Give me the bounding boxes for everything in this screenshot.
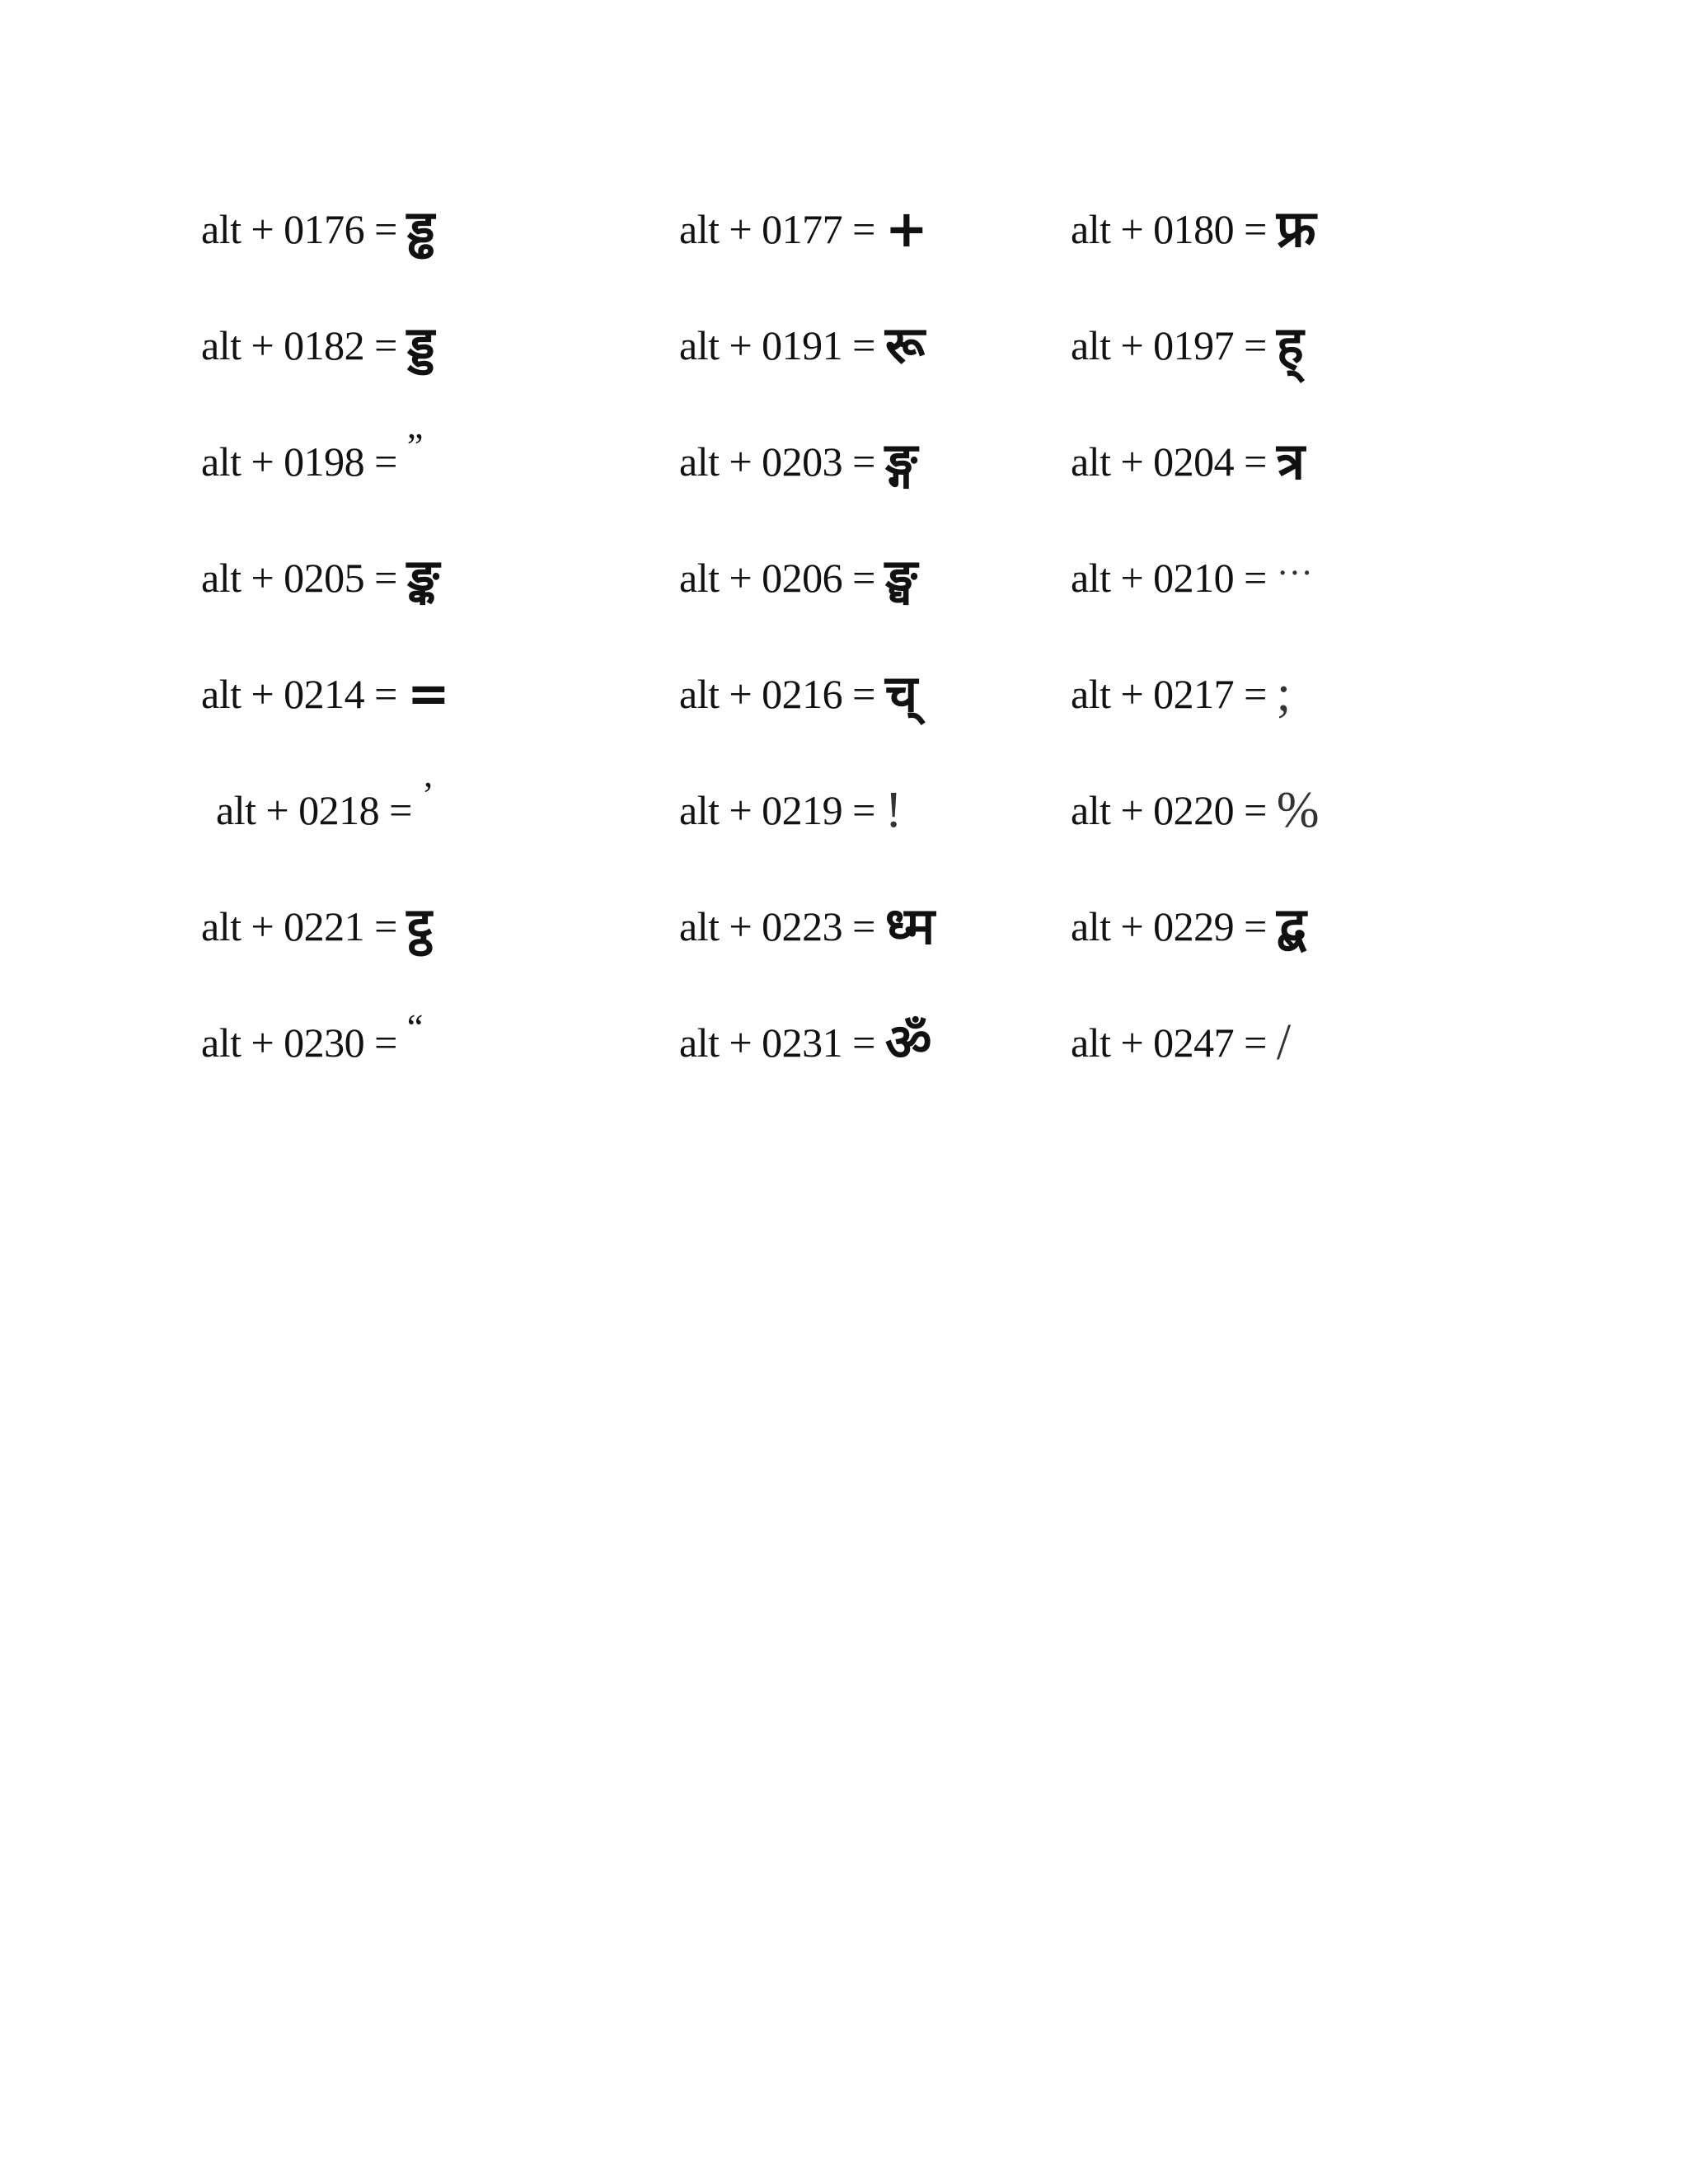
percent-glyph: % (1276, 782, 1320, 838)
equals-glyph: = (406, 663, 450, 724)
quote-glyph: “ (406, 1007, 424, 1047)
alt-code-label: alt + 0217 = (1071, 671, 1267, 717)
alt-code-entry (679, 304, 925, 387)
apostrophe-glyph: ’ (421, 775, 434, 815)
alt-code-grid (201, 188, 1437, 1118)
alt-code-label: alt + 0205 = (201, 555, 397, 601)
alt-code-label: alt + 0219 = (679, 787, 875, 833)
alt-code-entry (201, 304, 434, 387)
devanagari-glyph: ङ्ग (884, 431, 918, 491)
alt-code-label: alt + 0180 = (1071, 206, 1267, 252)
devanagari-glyph: ध्म (884, 896, 935, 956)
devanagari-glyph: ड्ड (406, 315, 435, 375)
alt-code-entry (1071, 885, 1306, 968)
alt-code-entry (201, 1001, 423, 1084)
table-row (201, 420, 1437, 537)
alt-code-entry (1071, 653, 1291, 735)
devanagari-glyph: ड्ढ (406, 199, 435, 259)
alt-code-label: alt + 0223 = (679, 903, 875, 949)
alt-code-label: alt + 0231 = (679, 1019, 875, 1066)
plus-glyph: + (884, 199, 928, 259)
alt-code-entry (201, 188, 434, 270)
alt-code-label: alt + 0229 = (1071, 903, 1267, 949)
slash-glyph: / (1276, 1015, 1292, 1071)
table-row (201, 885, 1437, 1001)
alt-code-label: alt + 0218 = (216, 787, 412, 833)
devanagari-glyph: ङ्क (406, 547, 440, 607)
alt-code-entry (679, 769, 903, 851)
exclamation-glyph: ! (884, 782, 903, 838)
table-row (201, 653, 1437, 769)
devanagari-glyph: ङ्घ (884, 547, 918, 607)
table-row (201, 188, 1437, 304)
alt-code-entry (1071, 769, 1320, 851)
om-glyph: ॐ (884, 1012, 932, 1072)
alt-code-label: alt + 0210 = (1071, 555, 1267, 601)
alt-code-entry (201, 885, 432, 968)
alt-code-label: alt + 0230 = (201, 1019, 397, 1066)
alt-code-label: alt + 0221 = (201, 903, 397, 949)
devanagari-glyph: त्र (1276, 431, 1306, 491)
table-row (201, 1001, 1437, 1118)
alt-code-label: alt + 0176 = (201, 206, 397, 252)
alt-code-entry (1071, 188, 1316, 270)
ellipsis-glyph: … (1276, 542, 1313, 583)
alt-code-entry (1071, 1001, 1291, 1084)
alt-code-label: alt + 0216 = (679, 671, 875, 717)
devanagari-glyph: फ्र (1276, 199, 1316, 259)
alt-code-label: alt + 0204 = (1071, 438, 1267, 485)
alt-code-entry (679, 653, 917, 735)
alt-code-entry (201, 420, 423, 503)
table-row (201, 769, 1437, 885)
semicolon-glyph: ; (1276, 666, 1292, 722)
alt-code-label: alt + 0220 = (1071, 787, 1267, 833)
table-row (201, 304, 1437, 420)
alt-code-label: alt + 0191 = (679, 322, 875, 368)
alt-code-label: alt + 0197 = (1071, 322, 1267, 368)
alt-code-entry (1071, 537, 1313, 619)
alt-code-entry (1071, 304, 1304, 387)
table-row (201, 537, 1437, 653)
devanagari-glyph: ट्ठ (406, 896, 433, 956)
alt-code-entry (679, 420, 917, 503)
alt-code-label: alt + 0198 = (201, 438, 397, 485)
alt-code-label: alt + 0247 = (1071, 1019, 1267, 1066)
devanagari-glyph: च् (884, 663, 918, 724)
alt-code-entry (201, 653, 450, 735)
alt-code-entry (679, 1001, 931, 1084)
alt-code-label: alt + 0177 = (679, 206, 875, 252)
alt-code-entry (679, 537, 917, 619)
alt-code-entry (679, 188, 928, 270)
alt-code-label: alt + 0214 = (201, 671, 397, 717)
alt-code-entry (201, 537, 439, 619)
devanagari-glyph: द्ब (1276, 896, 1306, 956)
alt-code-entry (216, 769, 434, 851)
alt-code-label: alt + 0203 = (679, 438, 875, 485)
devanagari-glyph: रू (884, 315, 926, 375)
alt-code-entry (1071, 420, 1305, 503)
quote-glyph: ” (406, 426, 424, 466)
alt-code-entry (679, 885, 935, 968)
devanagari-glyph: ह् (1276, 315, 1304, 375)
alt-code-label: alt + 0206 = (679, 555, 875, 601)
alt-code-label: alt + 0182 = (201, 322, 397, 368)
